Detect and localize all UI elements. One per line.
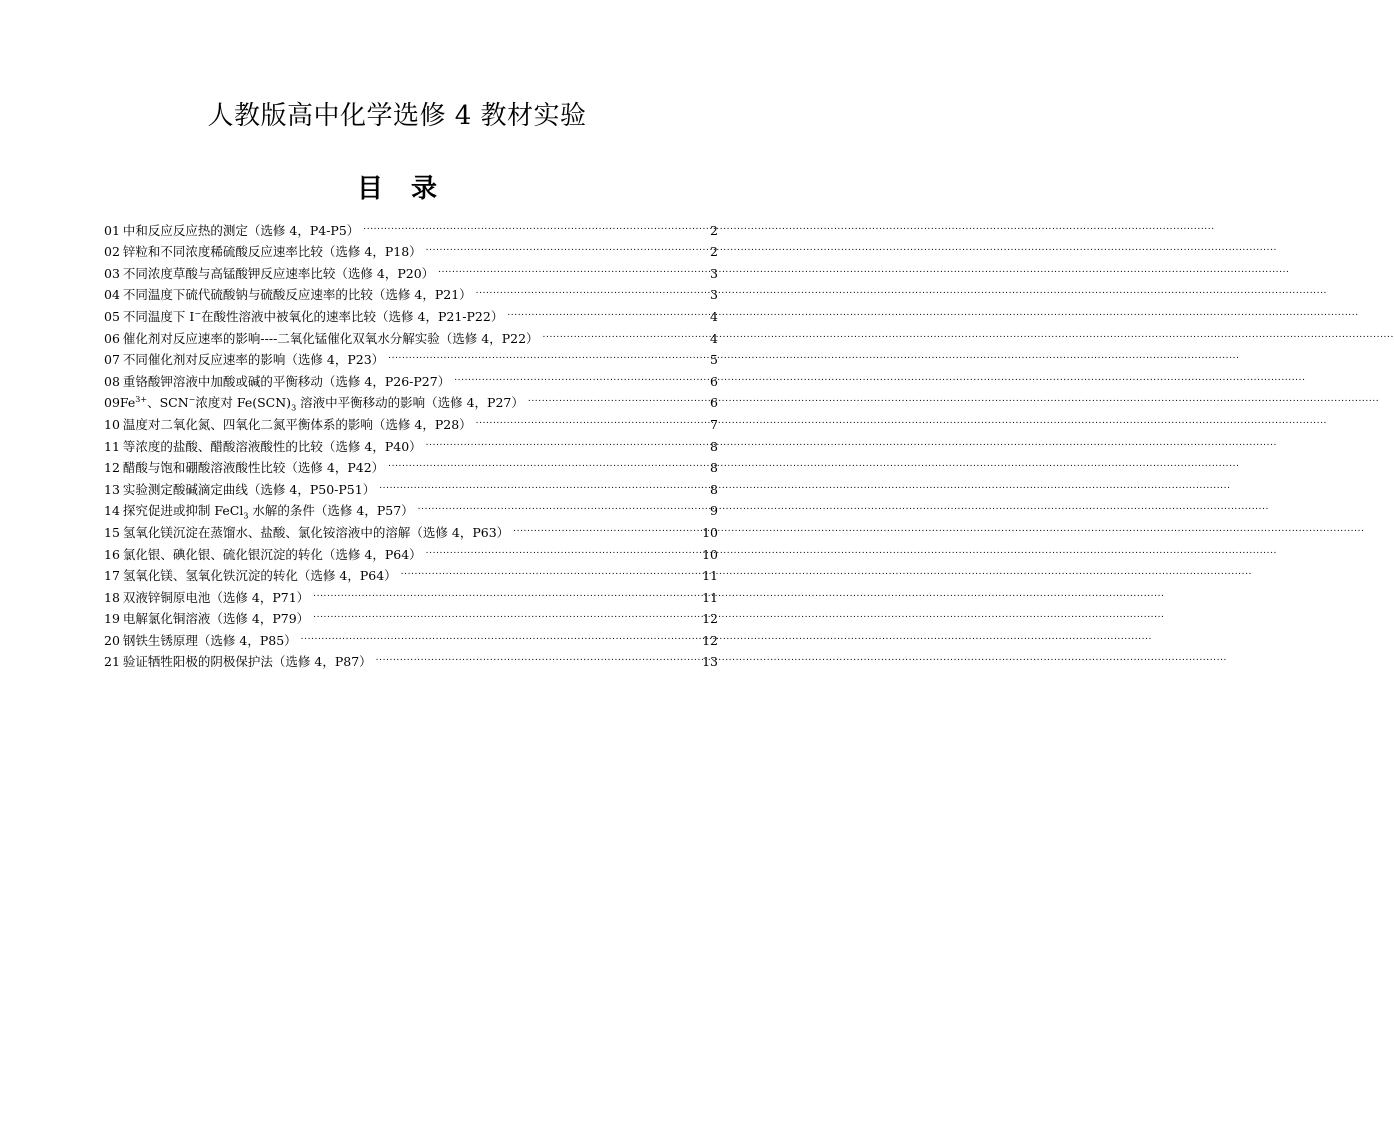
toc-entry-text: 中和反应反应热的测定（选修 4，P4-P5） xyxy=(122,222,360,238)
toc-entry-page-number: 7 xyxy=(710,416,718,432)
toc-heading-char-1: 目 xyxy=(356,174,383,204)
toc-entry-number: 07 xyxy=(104,352,120,368)
toc-entry-text: 催化剂对反应速率的影响----二氧化锰催化双氧水分解实验（选修 4，P22） xyxy=(122,330,539,346)
toc-entry-page-number: 10 xyxy=(702,546,718,562)
toc-entry-text-prefix: 探究促进或抑制 FeCl xyxy=(122,503,244,519)
toc-entry-text: 氢氧化镁、氢氧化铁沉淀的转化（选修 4，P64） xyxy=(122,568,397,584)
table-of-contents xyxy=(104,213,718,670)
toc-entry-page-number: 6 xyxy=(710,373,718,389)
toc-entry-text: 氢氧化镁沉淀在蒸馏水、盐酸、氯化铵溶液中的溶解（选修 4，P63） xyxy=(122,524,510,540)
toc-entry-leader-dots xyxy=(401,559,699,581)
toc-entry-leader-dots xyxy=(528,386,707,408)
toc-entry-number: 11 xyxy=(104,438,120,454)
toc-entry-page-number: 6 xyxy=(710,395,718,411)
toc-entry-title xyxy=(104,479,379,501)
toc-entry-page-number: 11 xyxy=(702,589,718,605)
toc-entry-subscript: 3 xyxy=(291,403,297,413)
toc-entry-number: 01 xyxy=(104,222,120,238)
toc-entry-text: 验证牺牲阳极的阴极保护法（选修 4，P87） xyxy=(122,654,372,670)
toc-entry-page-number: 13 xyxy=(702,654,718,670)
toc-entry-leader-dots xyxy=(543,321,707,343)
toc-entry-page-number: 9 xyxy=(710,503,718,519)
toc-entry-page-number: 8 xyxy=(710,460,718,476)
toc-entry-number: 08 xyxy=(104,373,120,389)
toc-entry-number: 17 xyxy=(104,568,120,584)
toc-entry-text-middle: 浓度对 Fe(SCN) xyxy=(195,395,292,411)
toc-entry-number: 03 xyxy=(104,265,120,281)
toc-entry-text: 双液锌铜原电池（选修 4，P71） xyxy=(122,589,310,605)
toc-entry-title xyxy=(104,392,528,414)
toc-entry-text: 在酸性溶液中被氧化的速率比较（选修 4，P21-P22） xyxy=(201,308,504,324)
toc-entry-leader-dots xyxy=(426,537,699,559)
toc-heading xyxy=(0,170,794,208)
toc-entry[interactable] xyxy=(104,213,718,238)
toc-entry-text: 溶液中平衡移动的影响（选修 4，P27） xyxy=(296,395,524,411)
document-title: 人教版高中化学选修 4 教材实验 xyxy=(207,101,587,131)
toc-entry-number: 13 xyxy=(104,481,120,497)
toc-entry-leader-dots xyxy=(376,645,699,667)
toc-entry-number: 14 xyxy=(104,503,120,519)
toc-entry-text-prefix: Fe xyxy=(119,395,136,411)
toc-entry-leader-dots xyxy=(438,256,707,278)
toc-entry-leader-dots xyxy=(363,213,707,235)
toc-entry-title xyxy=(104,500,418,522)
toc-entry-page-number: 3 xyxy=(710,265,718,281)
toc-entry-text: 温度对二氧化氮、四氧化二氮平衡体系的影响（选修 4，P28） xyxy=(122,416,472,432)
toc-entry-superscript: 3+ xyxy=(135,395,148,405)
toc-entry-text: 等浓度的盐酸、醋酸溶液酸性的比较（选修 4，P40） xyxy=(122,438,422,454)
toc-entry-number: 18 xyxy=(104,589,120,605)
toc-entry-text-middle: 、SCN xyxy=(147,395,189,411)
toc-entry-text: 不同温度下硫代硫酸钠与硫酸反应速率的比较（选修 4，P21） xyxy=(122,287,472,303)
toc-entry-leader-dots xyxy=(426,429,707,451)
toc-entry-leader-dots xyxy=(426,235,707,257)
toc-entry-title xyxy=(104,263,438,285)
toc-entry-page-number: 2 xyxy=(710,222,718,238)
toc-entry-number: 06 xyxy=(104,330,120,346)
toc-entry-page-number: 12 xyxy=(702,611,718,627)
toc-entry-number: 05 xyxy=(104,308,120,324)
toc-entry-superscript: − xyxy=(188,395,196,405)
toc-entry-page-number: 11 xyxy=(702,568,718,584)
toc-entry-page-number: 3 xyxy=(710,287,718,303)
toc-entry-text: 电解氯化铜溶液（选修 4，P79） xyxy=(122,611,310,627)
toc-entry-number: 10 xyxy=(104,416,120,432)
toc-entry-text: 不同催化剂对反应速率的影响（选修 4，P23） xyxy=(122,352,385,368)
toc-entry-text: 水解的条件（选修 4，P57） xyxy=(248,503,414,519)
toc-entry-text: 醋酸与饱和硼酸溶液酸性比较（选修 4，P42） xyxy=(122,460,385,476)
toc-heading-char-2: 录 xyxy=(411,174,438,204)
toc-entry-text: 实验测定酸碱滴定曲线（选修 4，P50-P51） xyxy=(122,481,376,497)
toc-entry-page-number: 4 xyxy=(710,308,718,324)
toc-entry-number: 04 xyxy=(104,287,120,303)
toc-entry-title xyxy=(104,436,426,458)
toc-entry-leader-dots xyxy=(513,515,699,537)
toc-entry-leader-dots xyxy=(388,451,707,473)
toc-entry-number: 20 xyxy=(104,632,120,648)
toc-entry-page-number: 8 xyxy=(710,481,718,497)
toc-entry-title xyxy=(104,651,376,673)
toc-entry-page-number: 12 xyxy=(702,632,718,648)
toc-entry-page-number: 4 xyxy=(710,330,718,346)
toc-entry-title xyxy=(104,544,426,566)
toc-entry-title xyxy=(104,608,313,630)
toc-entry-page-number: 10 xyxy=(702,524,718,540)
toc-entry-number: 02 xyxy=(104,244,120,260)
toc-entry-text: 钢铁生锈原理（选修 4，P85） xyxy=(122,632,297,648)
toc-entry-subscript: 3 xyxy=(243,511,249,521)
toc-entry-text: 不同浓度草酸与高锰酸钾反应速率比较（选修 4，P20） xyxy=(122,265,435,281)
toc-entry-title xyxy=(104,306,507,328)
toc-entry-leader-dots xyxy=(388,343,707,365)
toc-entry-number: 09 xyxy=(104,395,120,411)
toc-entry-leader-dots xyxy=(379,472,707,494)
toc-entry-leader-dots xyxy=(301,623,699,645)
toc-entry-title xyxy=(104,220,363,242)
toc-entry-leader-dots xyxy=(454,364,707,386)
toc-entry-leader-dots xyxy=(476,278,707,300)
toc-entry-title xyxy=(104,349,388,371)
toc-entry-title xyxy=(104,630,301,652)
toc-entry-leader-dots xyxy=(476,407,707,429)
toc-entry-text-prefix: 不同温度下 I xyxy=(122,308,195,324)
toc-entry-title xyxy=(104,284,476,306)
toc-entry-page-number: 8 xyxy=(710,438,718,454)
toc-entry-leader-dots xyxy=(418,494,707,516)
toc-entry-title xyxy=(104,371,454,393)
toc-entry-number: 16 xyxy=(104,546,120,562)
toc-entry-title xyxy=(104,241,426,263)
toc-entry-leader-dots xyxy=(507,299,707,321)
toc-entry-superscript: − xyxy=(194,308,202,318)
toc-entry-number: 15 xyxy=(104,524,120,540)
toc-entry-page-number: 5 xyxy=(710,352,718,368)
toc-entry-number: 21 xyxy=(104,654,120,670)
toc-entry-leader-dots xyxy=(313,580,699,602)
toc-entry-page-number: 2 xyxy=(710,244,718,260)
toc-entry-text: 氯化银、碘化银、硫化银沉淀的转化（选修 4，P64） xyxy=(122,546,422,562)
toc-entry-number: 12 xyxy=(104,460,120,476)
toc-entry-text: 锌粒和不同浓度稀硫酸反应速率比较（选修 4，P18） xyxy=(122,244,422,260)
toc-entry-number: 19 xyxy=(104,611,120,627)
toc-entry-title xyxy=(104,457,388,479)
toc-entry-title xyxy=(104,587,313,609)
toc-entry-leader-dots xyxy=(313,602,699,624)
toc-entry-text: 重铬酸钾溶液中加酸或碱的平衡移动（选修 4，P26-P27） xyxy=(122,373,451,389)
toc-entry-title xyxy=(104,414,476,436)
